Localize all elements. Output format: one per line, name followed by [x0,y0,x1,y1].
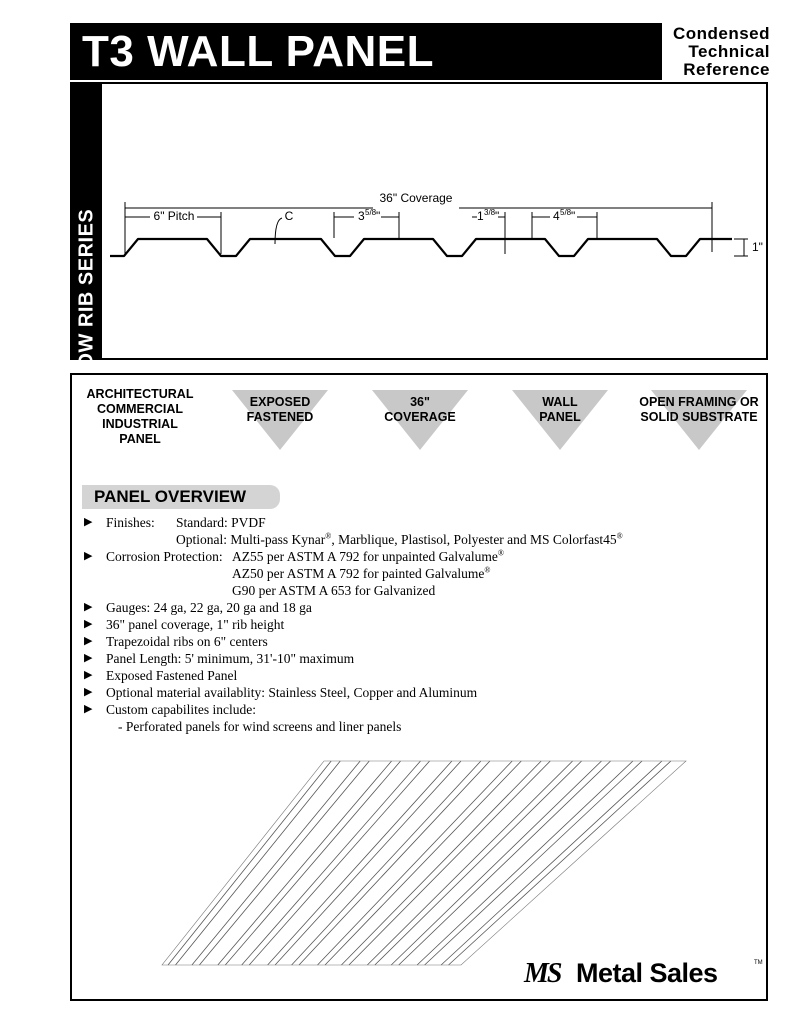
panel-isometric-illustration [72,375,766,999]
category-line: INDUSTRIAL [102,417,178,431]
category-line: SOLID SUBSTRATE [640,410,758,424]
panel-profile-line [110,239,732,256]
category-line: COVERAGE [384,410,456,424]
category-exposed-fastened [220,395,340,425]
triangle-right-icon: ▶ [84,703,93,715]
dim-a-whole: 3 [358,209,365,223]
dim-a-fraction: 5/8 [365,208,377,217]
spec-item-text: Panel Length: 5' minimum, 31'-10" maximum [106,651,355,666]
overview-section [70,373,768,1001]
ctr-line-1: Condensed [672,24,770,43]
triangle-right-icon: ▶ [84,516,93,528]
pitch-label: 6" Pitch [153,209,195,223]
panel-rib-line [242,761,421,965]
spec-item-text: Trapezoidal ribs on 6" centers [106,634,268,649]
triangle-right-icon: ▶ [84,669,93,681]
corrosion-2: AZ50 per ASTM A 792 for painted Galvalume® [232,565,491,581]
category-wall-panel [500,395,620,425]
ctr-line-2: Technical [688,42,770,61]
dim-b-whole: 1 [477,209,484,223]
series-label: LOW RIB SERIES [75,208,98,382]
dim-c-fraction: 5/8 [560,208,572,217]
panel-rib-line [441,761,662,965]
profile-section [70,82,768,382]
category-line: PANEL [119,432,161,446]
spec-item-text: Exposed Fastened Panel [106,668,238,683]
category-line: OPEN FRAMING OR [639,395,759,409]
panel-rib-line [341,761,541,965]
category-architectural [80,387,200,447]
finishes-optional: Optional: Multi-pass Kynar®, Marblique, Plastisol, Polyester and MS Colorfast45® [176,531,623,547]
category-coverage [360,395,480,425]
category-line: COMMERCIAL [96,402,184,416]
finishes-label: Finishes: [106,515,155,530]
dim-a-inch: " [376,209,381,223]
triangle-right-icon: ▶ [84,686,93,698]
rib-height-label: 1" [752,240,763,254]
triangle-right-icon: ▶ [84,635,93,647]
panel-rib-line [299,761,490,965]
dim-c-inch: " [571,209,576,223]
panel-rib-line [218,761,392,965]
ctr-line-3: Reference [683,60,770,79]
spec-item-text: Custom capabilites include: [106,702,256,717]
panel-rib-line [168,761,331,965]
spec-item-text: Optional material availablity: Stainless Steel, Copper and Aluminum [106,685,478,700]
c-label: C [284,209,294,223]
dim-b-fraction: 3/8 [484,208,496,217]
panel-rib-line [375,761,582,965]
panel-rib-line [268,761,452,965]
triangle-right-icon: ▶ [84,618,93,630]
panel-profile-diagram [72,84,766,358]
panel-rib-line [199,761,369,965]
corrosion-3: G90 per ASTM A 653 for Galvanized [232,583,436,598]
spec-sub-item-text: - Perforated panels for wind screens and liner panels [118,719,402,734]
triangle-right-icon: ▶ [84,550,93,562]
panel-rib-line [225,761,400,965]
corrosion-1: AZ55 per ASTM A 792 for unpainted Galvalume® [232,548,504,564]
category-line: PANEL [539,410,581,424]
panel-overview-heading: PANEL OVERVIEW [82,485,280,509]
panel-rib-line [318,761,513,965]
category-line: EXPOSED [249,395,311,409]
spec-item-text: Gauges: 24 ga, 22 ga, 20 ga and 18 ga [106,600,312,615]
finishes-standard: Standard: PVDF [176,515,266,530]
logo-name: Metal Sales [576,958,718,988]
panel-rib-line [425,761,642,965]
category-line: ARCHITECTURAL [86,387,194,401]
panel-rib-line [292,761,481,965]
logo-mark: MS [524,958,561,989]
page-title: T3 WALL PANEL [70,23,662,80]
category-line: 36" [410,395,430,409]
panel-rib-line [449,761,671,965]
category-line: WALL [542,395,578,409]
corrosion-label: Corrosion Protection: [106,549,223,564]
coverage-label: 36" Coverage [379,191,453,205]
panel-rib-line [275,761,461,965]
panel-rib-line [176,761,341,965]
dim-b-inch: " [495,209,500,223]
dim-c-whole: 4 [553,209,560,223]
panel-rib-line [367,761,572,965]
condensed-technical-reference [664,23,770,80]
metal-sales-logo [524,958,764,992]
spec-item-text: 36" panel coverage, 1" rib height [106,617,285,632]
panel-ribs [168,761,671,965]
triangle-right-icon: ▶ [84,652,93,664]
category-line: FASTENED [246,410,314,424]
logo-trademark: TM [754,960,763,966]
triangle-right-icon: ▶ [84,601,93,613]
category-substrate [634,395,764,425]
panel-rib-line [399,761,611,965]
